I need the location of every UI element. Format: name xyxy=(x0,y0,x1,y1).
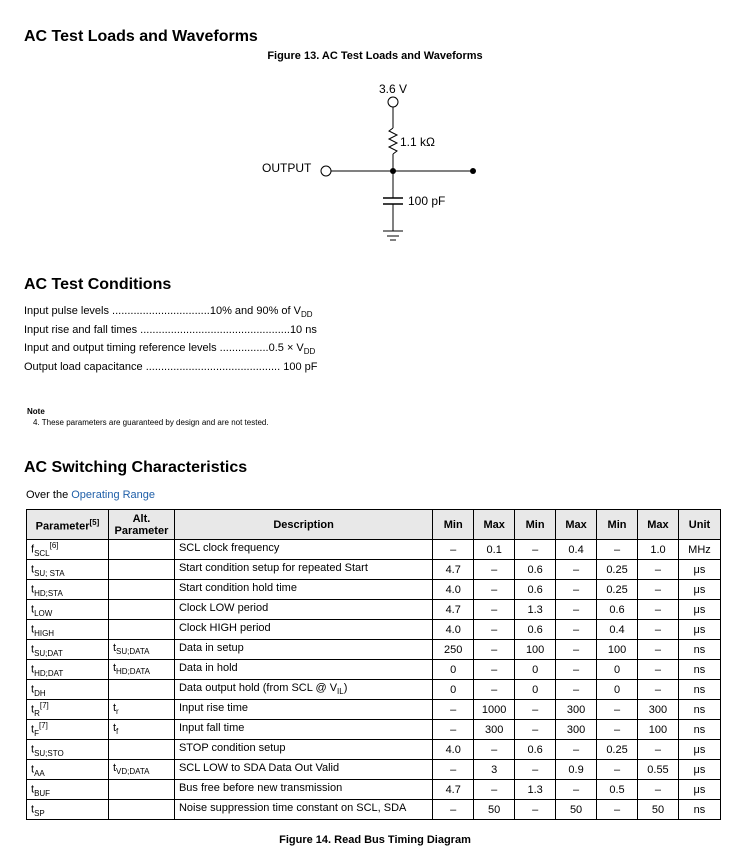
cell-value: 50 xyxy=(638,800,679,820)
condition-dots: ................ xyxy=(216,342,269,354)
header-min: Min xyxy=(515,510,556,540)
cell-value: 100 xyxy=(638,720,679,740)
operating-range-line xyxy=(26,489,155,501)
cell-value: 4.7 xyxy=(433,600,474,620)
cell-value: – xyxy=(515,700,556,720)
cell-alt-parameter xyxy=(108,580,174,600)
cell-unit: ns xyxy=(678,660,720,680)
cell-value: 4.7 xyxy=(433,780,474,800)
output-label: OUTPUT xyxy=(262,161,312,175)
cell-value: – xyxy=(433,720,474,740)
cell-value: – xyxy=(556,600,597,620)
header-max: Max xyxy=(556,510,597,540)
condition-label: Input pulse levels xyxy=(24,305,109,317)
cell-parameter: $t_{SU;STO}$ xyxy=(27,740,109,760)
cell-value: – xyxy=(433,800,474,820)
cell-value: – xyxy=(597,800,638,820)
cell-alt-parameter xyxy=(108,540,174,560)
table-row xyxy=(27,600,721,620)
cell-value: – xyxy=(556,740,597,760)
cell-description: SCL clock frequency xyxy=(174,540,432,560)
cell-value: 0.4 xyxy=(597,620,638,640)
cell-value: – xyxy=(597,540,638,560)
cell-value: 0.6 xyxy=(515,740,556,760)
cell-description: SCL LOW to SDA Data Out Valid xyxy=(174,760,432,780)
table-row xyxy=(27,560,721,580)
cell-value: 100 xyxy=(515,640,556,660)
cell-alt-parameter xyxy=(108,680,174,700)
cell-unit: ns xyxy=(678,720,720,740)
cell-value: – xyxy=(597,720,638,740)
cell-value: 1.0 xyxy=(638,540,679,560)
cell-unit: μs xyxy=(678,560,720,580)
cell-alt-parameter: $t_r$ xyxy=(108,700,174,720)
cell-value: 0.6 xyxy=(515,620,556,640)
cell-value: 0.4 xyxy=(556,540,597,560)
header-max: Max xyxy=(474,510,515,540)
cell-value: – xyxy=(474,660,515,680)
header-alt-parameter: Alt. Parameter xyxy=(108,510,174,540)
cell-alt-parameter xyxy=(108,800,174,820)
table-row xyxy=(27,720,721,740)
output-end-dot xyxy=(470,168,476,174)
cell-alt-parameter xyxy=(108,600,174,620)
cell-value: – xyxy=(433,760,474,780)
cell-alt-parameter: $t_f$ xyxy=(108,720,174,740)
cell-parameter: $t_{DH}$ xyxy=(27,680,109,700)
note-label: Note xyxy=(27,407,45,416)
section-title-switching: AC Switching Characteristics xyxy=(24,459,248,476)
cell-unit: MHz xyxy=(678,540,720,560)
cell-value: 250 xyxy=(433,640,474,660)
cell-value: 1.3 xyxy=(515,600,556,620)
cell-parameter: $t_{AA}$ xyxy=(27,760,109,780)
cell-value: – xyxy=(474,740,515,760)
cell-description: Noise suppression time constant on SCL, SDA xyxy=(174,800,432,820)
cell-value: 100 xyxy=(597,640,638,660)
table-row xyxy=(27,620,721,640)
cell-unit: μs xyxy=(678,620,720,640)
cell-alt-parameter xyxy=(108,560,174,580)
cell-value: – xyxy=(556,620,597,640)
cell-value: – xyxy=(515,800,556,820)
cell-value: – xyxy=(474,640,515,660)
operating-range-link[interactable]: Operating Range xyxy=(71,489,156,501)
table-row xyxy=(27,700,721,720)
cell-value: 0.6 xyxy=(515,560,556,580)
cell-unit: μs xyxy=(678,780,720,800)
cell-parameter: $t_{SU;DAT}$ xyxy=(27,640,109,660)
cell-description: Start condition hold time xyxy=(174,580,432,600)
cell-value: – xyxy=(515,720,556,740)
condition-row xyxy=(24,324,317,336)
cell-value: – xyxy=(556,560,597,580)
header-min: Min xyxy=(433,510,474,540)
cell-value: 0 xyxy=(433,680,474,700)
cell-value: 0 xyxy=(597,660,638,680)
cell-parameter: $t_{HD;DAT}$ xyxy=(27,660,109,680)
cell-value: – xyxy=(638,600,679,620)
capacitor-label: 100 pF xyxy=(408,194,446,208)
cell-description: STOP condition setup xyxy=(174,740,432,760)
cell-value: – xyxy=(556,680,597,700)
cell-value: – xyxy=(597,760,638,780)
condition-dots: ................................ xyxy=(109,305,210,317)
cell-value: 0 xyxy=(515,660,556,680)
cell-value: 4.7 xyxy=(433,560,474,580)
cell-alt-parameter xyxy=(108,780,174,800)
cell-parameter: $t_F[7]$ xyxy=(27,720,109,740)
cell-description: Bus free before new transmission xyxy=(174,780,432,800)
table-row xyxy=(27,580,721,600)
cell-value: 0.25 xyxy=(597,560,638,580)
cell-value: – xyxy=(474,560,515,580)
header-min: Min xyxy=(597,510,638,540)
cell-value: 4.0 xyxy=(433,740,474,760)
cell-description: Clock LOW period xyxy=(174,600,432,620)
table-header-row xyxy=(27,510,721,540)
cell-unit: μs xyxy=(678,580,720,600)
cell-value: – xyxy=(474,780,515,800)
cell-unit: μs xyxy=(678,760,720,780)
note-text: 4. These parameters are guaranteed by design and are not tested. xyxy=(33,418,269,427)
cell-value: – xyxy=(515,760,556,780)
cell-value: – xyxy=(474,680,515,700)
cell-alt-parameter xyxy=(108,740,174,760)
cell-value: – xyxy=(638,660,679,680)
table-row xyxy=(27,640,721,660)
section-title-test-loads: AC Test Loads and Waveforms xyxy=(24,28,258,45)
cell-value: – xyxy=(433,700,474,720)
condition-subscript: DD xyxy=(300,310,313,320)
supply-voltage-label: 3.6 V xyxy=(378,82,408,96)
cell-description: Data output hold (from SCL @ $V_{IL}$) xyxy=(174,680,432,700)
condition-dots: ................................................. xyxy=(137,324,290,336)
output-terminal xyxy=(321,166,331,176)
header-unit: Unit xyxy=(678,510,720,540)
cell-value: 0.6 xyxy=(515,580,556,600)
cell-value: 4.0 xyxy=(433,580,474,600)
cell-description: Input rise time xyxy=(174,700,432,720)
figure-13-caption: Figure 13. AC Test Loads and Waveforms xyxy=(267,50,483,62)
cell-alt-parameter: $t_{HD;DATA}$ xyxy=(108,660,174,680)
cell-value: – xyxy=(556,580,597,600)
table-row xyxy=(27,800,721,820)
cell-value: – xyxy=(638,740,679,760)
cell-value: – xyxy=(556,640,597,660)
table-row xyxy=(27,680,721,700)
cell-parameter: $t_R[7]$ xyxy=(27,700,109,720)
test-load-circuit xyxy=(250,76,490,246)
condition-label: Output load capacitance xyxy=(24,361,143,373)
cell-parameter: $t_{HIGH}$ xyxy=(27,620,109,640)
cell-parameter: $t_{BUF}$ xyxy=(27,780,109,800)
condition-subscript: DD xyxy=(303,347,316,357)
cell-value: 50 xyxy=(474,800,515,820)
condition-label: Input and output timing reference levels xyxy=(24,342,217,354)
cell-value: 0.9 xyxy=(556,760,597,780)
cell-unit: ns xyxy=(678,640,720,660)
cell-parameter: $t_{SP}$ xyxy=(27,800,109,820)
section-title-test-conditions: AC Test Conditions xyxy=(24,276,172,293)
cell-value: 0 xyxy=(515,680,556,700)
cell-value: 1.3 xyxy=(515,780,556,800)
resistor-label: 1.1 kΩ xyxy=(400,135,435,149)
condition-row xyxy=(24,342,315,356)
condition-value: 0.5 × V xyxy=(268,342,304,354)
junction-dot xyxy=(390,168,396,174)
cell-parameter: $f_{SCL}[6]$ xyxy=(27,540,109,560)
cell-value: 50 xyxy=(556,800,597,820)
cell-value: – xyxy=(474,580,515,600)
resistor-symbol xyxy=(389,128,397,154)
cell-description: Data in setup xyxy=(174,640,432,660)
condition-row xyxy=(24,361,317,373)
table-row xyxy=(27,780,721,800)
cell-value: – xyxy=(474,600,515,620)
condition-value: 10 ns xyxy=(289,324,317,336)
cell-value: 0 xyxy=(597,680,638,700)
cell-value: 0.6 xyxy=(597,600,638,620)
cell-value: – xyxy=(638,680,679,700)
cell-value: 1000 xyxy=(474,700,515,720)
cell-value: 300 xyxy=(556,720,597,740)
cell-value: 0.25 xyxy=(597,580,638,600)
cell-value: – xyxy=(638,620,679,640)
cell-unit: ns xyxy=(678,700,720,720)
cell-unit: ns xyxy=(678,680,720,700)
supply-terminal xyxy=(388,97,398,107)
cell-value: – xyxy=(556,660,597,680)
cell-value: 300 xyxy=(638,700,679,720)
cell-alt-parameter: $t_{SU;DATA}$ xyxy=(108,640,174,660)
condition-value: 10% and 90% of V xyxy=(209,305,301,317)
cell-value: – xyxy=(433,540,474,560)
cell-description: Clock HIGH period xyxy=(174,620,432,640)
condition-dots: ............................................ xyxy=(142,361,281,373)
cell-alt-parameter xyxy=(108,620,174,640)
cell-description: Data in hold xyxy=(174,660,432,680)
cell-description: Start condition setup for repeated Start xyxy=(174,560,432,580)
cell-value: 0 xyxy=(433,660,474,680)
cell-value: 3 xyxy=(474,760,515,780)
cell-description: Input fall time xyxy=(174,720,432,740)
cell-value: – xyxy=(474,620,515,640)
cell-unit: ns xyxy=(678,800,720,820)
header-max: Max xyxy=(638,510,679,540)
table-row xyxy=(27,540,721,560)
cell-value: – xyxy=(638,780,679,800)
table-row xyxy=(27,660,721,680)
cell-value: 0.25 xyxy=(597,740,638,760)
cell-parameter: $t_{LOW}$ xyxy=(27,600,109,620)
condition-label: Input rise and fall times xyxy=(24,324,138,336)
cell-value: – xyxy=(556,780,597,800)
cell-value: – xyxy=(515,540,556,560)
cell-alt-parameter: $t_{VD;DATA}$ xyxy=(108,760,174,780)
condition-value: 100 pF xyxy=(280,361,318,373)
cell-value: – xyxy=(638,640,679,660)
cell-unit: μs xyxy=(678,740,720,760)
cell-parameter: $t_{SU; STA}$ xyxy=(27,560,109,580)
operating-range-prefix: Over the xyxy=(26,489,72,501)
switching-characteristics-table xyxy=(26,509,721,820)
cell-value: 0.55 xyxy=(638,760,679,780)
condition-row xyxy=(24,305,313,319)
cell-unit: μs xyxy=(678,600,720,620)
cell-value: 0.1 xyxy=(474,540,515,560)
figure-14-caption: Figure 14. Read Bus Timing Diagram xyxy=(279,834,471,846)
header-parameter: Parameter[5] xyxy=(27,510,109,540)
cell-value: 300 xyxy=(556,700,597,720)
cell-value: 300 xyxy=(474,720,515,740)
cell-value: – xyxy=(638,580,679,600)
cell-value: 0.5 xyxy=(597,780,638,800)
cell-value: 4.0 xyxy=(433,620,474,640)
table-row xyxy=(27,740,721,760)
cell-value: – xyxy=(638,560,679,580)
cell-value: – xyxy=(597,700,638,720)
header-description: Description xyxy=(174,510,432,540)
cell-parameter: $t_{HD;STA}$ xyxy=(27,580,109,600)
table-row xyxy=(27,760,721,780)
